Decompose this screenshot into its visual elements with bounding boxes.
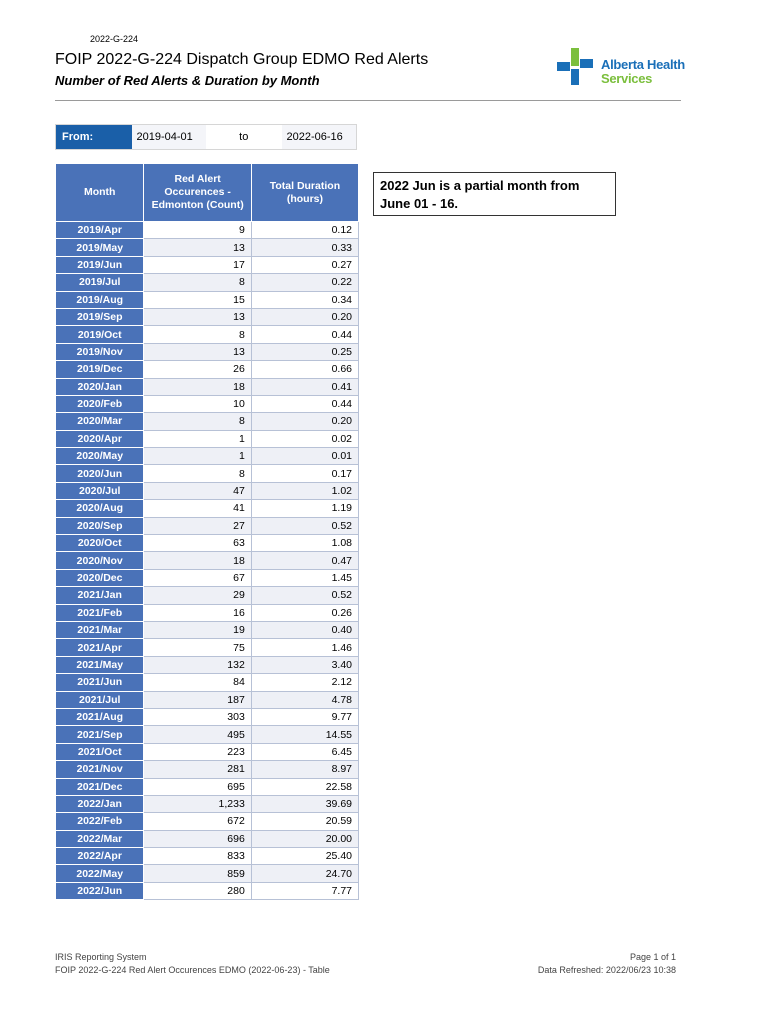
month-cell: 2022/May: [56, 865, 144, 882]
duration-cell: 0.47: [251, 552, 358, 569]
date-range-filter: [55, 124, 357, 150]
footer-page-number: Page 1 of 1: [629, 952, 676, 962]
table-row: [56, 222, 359, 239]
duration-cell: 0.27: [251, 256, 358, 273]
table-row: [56, 726, 359, 743]
month-cell: 2020/Oct: [56, 535, 144, 552]
table-row: [56, 482, 359, 499]
table-row: [56, 604, 359, 621]
table-row: [56, 256, 359, 273]
duration-cell: 3.40: [251, 656, 358, 673]
footer-right: [538, 951, 676, 977]
duration-cell: 0.34: [251, 291, 358, 308]
count-cell: 132: [144, 656, 251, 673]
table-row: [56, 274, 359, 291]
count-cell: 8: [144, 326, 251, 343]
table-row: [56, 395, 359, 412]
duration-cell: 0.22: [251, 274, 358, 291]
table-row: [56, 378, 359, 395]
count-cell: 41: [144, 500, 251, 517]
month-cell: 2021/Mar: [56, 621, 144, 638]
count-cell: 833: [144, 848, 251, 865]
month-cell: 2019/Oct: [56, 326, 144, 343]
duration-cell: 4.78: [251, 691, 358, 708]
month-cell: 2022/Jun: [56, 882, 144, 899]
count-cell: 15: [144, 291, 251, 308]
duration-cell: 1.19: [251, 500, 358, 517]
from-label: From:: [56, 125, 132, 149]
duration-cell: 1.46: [251, 639, 358, 656]
alberta-health-services-logo: [557, 48, 687, 88]
count-cell: 13: [144, 308, 251, 325]
count-cell: 13: [144, 239, 251, 256]
duration-cell: 0.66: [251, 361, 358, 378]
duration-cell: 0.40: [251, 621, 358, 638]
count-cell: 29: [144, 587, 251, 604]
table-row: [56, 743, 359, 760]
month-cell: 2021/Jan: [56, 587, 144, 604]
table-row: [56, 361, 359, 378]
count-cell: 1: [144, 430, 251, 447]
footer-data-refreshed: Data Refreshed: 2022/06/23 10:38: [537, 965, 676, 975]
month-cell: 2020/Jul: [56, 482, 144, 499]
footer-report-name: FOIP 2022-G-224 Red Alert Occurences EDMO (2022-06-23) - Table: [55, 965, 330, 975]
count-cell: 672: [144, 813, 251, 830]
count-cell: 16: [144, 604, 251, 621]
table-row: [56, 813, 359, 830]
table-row: [56, 343, 359, 360]
month-cell: 2022/Feb: [56, 813, 144, 830]
duration-cell: 0.44: [251, 326, 358, 343]
month-cell: 2021/Sep: [56, 726, 144, 743]
table-row: [56, 308, 359, 325]
duration-cell: 9.77: [251, 708, 358, 725]
month-cell: 2021/Oct: [56, 743, 144, 760]
duration-cell: 22.58: [251, 778, 358, 795]
duration-cell: 39.69: [251, 795, 358, 812]
table-row: [56, 674, 359, 691]
ahs-logo-icon: [557, 48, 597, 88]
month-cell: 2020/Dec: [56, 569, 144, 586]
month-cell: 2022/Jan: [56, 795, 144, 812]
table-header-row: [56, 164, 359, 222]
duration-cell: 0.52: [251, 517, 358, 534]
report-title: FOIP 2022-G-224 Dispatch Group EDMO Red Alerts: [55, 51, 429, 68]
month-cell: 2021/Dec: [56, 778, 144, 795]
count-cell: 18: [144, 552, 251, 569]
to-date-value: 2022-06-16: [282, 125, 357, 149]
footer-system-name: IRIS Reporting System: [55, 952, 147, 962]
table-row: [56, 413, 359, 430]
table-row: [56, 691, 359, 708]
duration-cell: 0.33: [251, 239, 358, 256]
duration-cell: 1.45: [251, 569, 358, 586]
month-cell: 2022/Mar: [56, 830, 144, 847]
month-cell: 2019/Dec: [56, 361, 144, 378]
count-cell: 280: [144, 882, 251, 899]
table-row: [56, 656, 359, 673]
month-cell: 2020/Jan: [56, 378, 144, 395]
month-cell: 2021/Apr: [56, 639, 144, 656]
duration-cell: 14.55: [251, 726, 358, 743]
month-cell: 2019/Aug: [56, 291, 144, 308]
duration-cell: 0.17: [251, 465, 358, 482]
month-cell: 2021/Feb: [56, 604, 144, 621]
duration-cell: 20.00: [251, 830, 358, 847]
month-cell: 2021/Jun: [56, 674, 144, 691]
table-row: [56, 621, 359, 638]
count-cell: 8: [144, 274, 251, 291]
table-row: [56, 552, 359, 569]
month-cell: 2019/Nov: [56, 343, 144, 360]
month-cell: 2022/Apr: [56, 848, 144, 865]
count-cell: 1: [144, 448, 251, 465]
table-row: [56, 830, 359, 847]
count-cell: 27: [144, 517, 251, 534]
month-cell: 2019/Sep: [56, 308, 144, 325]
count-cell: 10: [144, 395, 251, 412]
duration-cell: 0.25: [251, 343, 358, 360]
column-header-month: Month: [56, 164, 144, 222]
month-cell: 2021/May: [56, 656, 144, 673]
month-cell: 2020/Aug: [56, 500, 144, 517]
duration-cell: 0.20: [251, 413, 358, 430]
month-cell: 2019/May: [56, 239, 144, 256]
header-divider: [55, 100, 681, 101]
table-row: [56, 535, 359, 552]
table-row: [56, 778, 359, 795]
table-row: [56, 326, 359, 343]
month-cell: 2021/Nov: [56, 761, 144, 778]
duration-cell: 0.44: [251, 395, 358, 412]
red-alerts-table: [55, 163, 359, 900]
table-row: [56, 500, 359, 517]
count-cell: 18: [144, 378, 251, 395]
duration-cell: 1.02: [251, 482, 358, 499]
table-row: [56, 587, 359, 604]
logo-text-line2: Services: [601, 71, 653, 86]
table-row: [56, 569, 359, 586]
table-row: [56, 795, 359, 812]
count-cell: 84: [144, 674, 251, 691]
to-label: to: [206, 125, 281, 149]
count-cell: 8: [144, 465, 251, 482]
month-cell: 2020/Nov: [56, 552, 144, 569]
table-row: [56, 761, 359, 778]
count-cell: 495: [144, 726, 251, 743]
count-cell: 9: [144, 222, 251, 239]
duration-cell: 7.77: [251, 882, 358, 899]
month-cell: 2019/Apr: [56, 222, 144, 239]
duration-cell: 24.70: [251, 865, 358, 882]
count-cell: 63: [144, 535, 251, 552]
month-cell: 2020/May: [56, 448, 144, 465]
count-cell: 696: [144, 830, 251, 847]
duration-cell: 20.59: [251, 813, 358, 830]
month-cell: 2020/Feb: [56, 395, 144, 412]
count-cell: 8: [144, 413, 251, 430]
count-cell: 13: [144, 343, 251, 360]
duration-cell: 6.45: [251, 743, 358, 760]
document-id: 2022-G-224: [90, 34, 139, 44]
count-cell: 281: [144, 761, 251, 778]
month-cell: 2021/Aug: [56, 708, 144, 725]
table-row: [56, 291, 359, 308]
month-cell: 2020/Mar: [56, 413, 144, 430]
count-cell: 67: [144, 569, 251, 586]
table-row: [56, 448, 359, 465]
duration-cell: 0.26: [251, 604, 358, 621]
duration-cell: 0.02: [251, 430, 358, 447]
table-row: [56, 708, 359, 725]
footer-left: [55, 951, 330, 977]
column-header-count: Red Alert Occurences - Edmonton (Count): [144, 164, 251, 222]
duration-cell: 0.12: [251, 222, 358, 239]
from-date-value: 2019-04-01: [132, 125, 207, 149]
duration-cell: 25.40: [251, 848, 358, 865]
duration-cell: 0.41: [251, 378, 358, 395]
count-cell: 187: [144, 691, 251, 708]
month-cell: 2021/Jul: [56, 691, 144, 708]
table-row: [56, 517, 359, 534]
table-row: [56, 465, 359, 482]
table-row: [56, 848, 359, 865]
month-cell: 2020/Sep: [56, 517, 144, 534]
table-row: [56, 430, 359, 447]
duration-cell: 2.12: [251, 674, 358, 691]
duration-cell: 0.20: [251, 308, 358, 325]
count-cell: 859: [144, 865, 251, 882]
duration-cell: 1.08: [251, 535, 358, 552]
month-cell: 2020/Apr: [56, 430, 144, 447]
table-row: [56, 639, 359, 656]
count-cell: 223: [144, 743, 251, 760]
count-cell: 26: [144, 361, 251, 378]
count-cell: 1,233: [144, 795, 251, 812]
duration-cell: 0.52: [251, 587, 358, 604]
duration-cell: 8.97: [251, 761, 358, 778]
count-cell: 19: [144, 621, 251, 638]
report-subtitle: Number of Red Alerts & Duration by Month: [55, 73, 320, 88]
count-cell: 75: [144, 639, 251, 656]
count-cell: 47: [144, 482, 251, 499]
month-cell: 2019/Jul: [56, 274, 144, 291]
logo-text-line1: Alberta Health: [601, 57, 685, 72]
partial-month-note: 2022 Jun is a partial month from June 01 - 16.: [373, 172, 616, 216]
table-row: [56, 239, 359, 256]
column-header-duration: Total Duration (hours): [251, 164, 358, 222]
duration-cell: 0.01: [251, 448, 358, 465]
month-cell: 2019/Jun: [56, 256, 144, 273]
count-cell: 17: [144, 256, 251, 273]
table-row: [56, 882, 359, 899]
count-cell: 695: [144, 778, 251, 795]
table-row: [56, 865, 359, 882]
month-cell: 2020/Jun: [56, 465, 144, 482]
count-cell: 303: [144, 708, 251, 725]
